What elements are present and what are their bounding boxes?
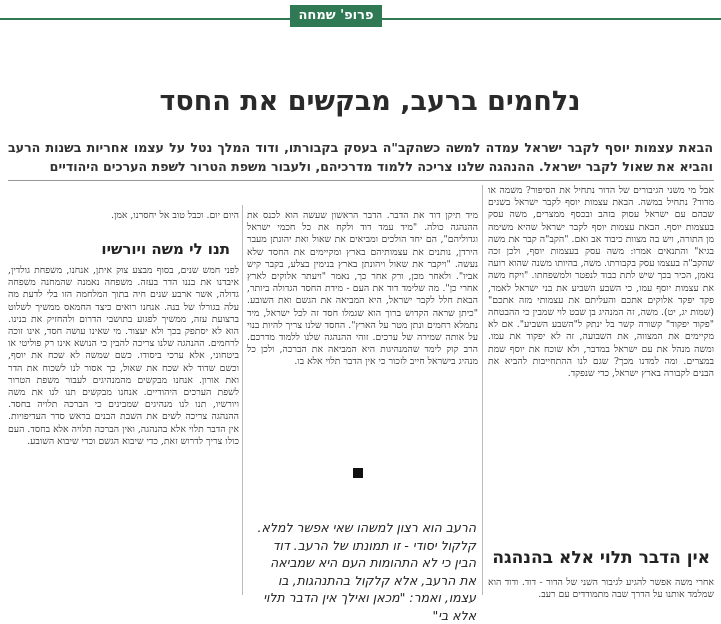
- section-title-moshe: תנו לי משה ויורשיו: [101, 240, 230, 258]
- left-column-top-text: היום יום. וכבל טוב אל יחסרנו, אמן.: [111, 210, 239, 221]
- section-bullet: [353, 468, 363, 478]
- column-rule: [242, 205, 243, 595]
- left-column: [8, 265, 239, 596]
- left-column-top: [8, 210, 239, 240]
- pull-quote: הרעב הוא רצון למשהו שאי אפשר למלא. קלקול יסודי - זו תמונתו של הרעב. דוד הבין כי לא התהומות העם היא שמביאה את הרעב, אלא קלקול בהתנהגות, בו עצמו, ואמר: "מכאן ואילך אין הדבר תלוי אלא בי": [257, 520, 476, 623]
- columns-divider: [8, 180, 714, 181]
- right-column: [488, 185, 714, 537]
- right-column-end: אחרי משה אפשר להגיע לגיבור השני של הדור - דוד. ודוד הוא שמלמד אותנו על הדרך שבה מתמודדים עם רעב.: [488, 577, 714, 600]
- right-column-text: אבל מי משני הגיבורים של הדור נתחיל את הסיפור? משמה או מדוד? נתחיל במשה. הבאת עצמות יוסף לקבר ישראל בשנים שבהם עם ישראל עסוק בזהב ובכסף ממצרים, משה עסק בעצמות יוסף. הבאת עצמות יוסף לקבר ישראל שהיא משימה מן התורה, ויש בה מצוות כיבוד אב ואם. "הקב"ה קבר את משה בגיא" והתנאים אמרו: משה עסק בעצמות יוסף, ולכן זכה שהקב"ה בעצמו עסק בקבורתו. משה, בהיותו משנה שהוא רועה נאמן, הכיר בכך שיש לתת כבוד לנפטר ולמשפחתו. "ויקח משה את עצמות יוסף עמו, כי השבע השביע את בני ישראל לאמר, פקד יפקד אלוקים אתכם והעליתם את עצמותי מזה אתכם" (שמות יג, יט). משה, זה המנהיג בן שבט לוי שמבין כי ההבטחה "פקוד יפקוד" קשורה קשר בל ינתק ל"השבע השביע". אם לא מקיימים את המצווה, את השבועה, זה לא יפקוד את עמו. ומשה מנהל את עם ישראל במדבר, ולא שוכח את יוסף שמת במצרים. ומה למדנו מכך? שגם לנו ההתחייבות להביא את הבנים לקבורה בארץ ישראל, כדי שנפקד.: [488, 185, 714, 380]
- left-column-text: לפני חמש שנים, בסוף מבצע צוק איתן, אנחנו, משפחת גולדין, איבדנו את בננו הדר בעזה. משפחה נאמנה שהמחנה משפחה גדולה, אשר ארבע שנים חיה בתוך המלחמה הזו בלי לדעת מה עלה בגורלו של בנה. אנחנו רואים כיצד החמאס ממשיך לשלוט ברצועת עזה, ממשיך לפגוע בתושבי הדרום ולהחזיק את בנינו. הוא לא יסתפק בכך ולא יעצור. מי שאינו עושה חסד, אינו זוכה לרחמים. ההנהגה שלנו צריכה להבין כי הנושא אינו רק פוליטי או ביטחוני, אלא ערכי ביסודו. כשם שמשה לא שכח את יוסף, וכשם שדוד לא שכח את שאול, כך אסור לנו לשכוח את הדר ואת אורון. אנחנו מבקשים מהמנהיגים לעבור משפת הטרור לשפת הערכים היהודיים. אנחנו מבקשים תנו לנו את משה ויורשיו, תנו לנו מנהיגים שמבינים כי הברכה תלויה בחסד. ההנהגה צריכה לשים את השבת הבנים בראש סדר העדיפויות. אין הדבר תלוי אלא בהנהגה, ואין הברכה תלויה אלא בחסד. העם כולו צריך לדרוש זאת, כדי שיבוא הגשם וכדי שיבוא השובע.: [8, 265, 239, 447]
- article-headline: נלחמים ברעב, מבקשים את החסד: [159, 86, 581, 117]
- middle-column: [247, 210, 478, 425]
- section-title-leadership: אין הדבר תלוי אלא בהנהגה: [492, 548, 710, 568]
- author-byline: פרופ' שמחה גולדין: [290, 5, 382, 27]
- middle-column-text: מיד תיקן דוד את הדבר. הדבר הראשון שעשה הוא לכנס את ההנהגה כולה. "מיד עמד דוד ולקח את כל חכמי ישראל וגדוליהם", הם יחד הולכים ומביאים את שאול ואת יהונתן מעבר הירדן, נותנים את עצמותיהם בארץ ומקיימים את החסד שלא נעשה. "ויקבר את שאול ויהונתן בארץ בנימין בצלע, בקבר קיש אביו". ולאחר מכן, ורק אחר כך, נאמר "ויעתר אלוקים לארץ אחרי כן". מה שלימד דוד את העם - מידת החסד הגדולה ביותר, הבאת חלל לקבר ישראל, היא המביאה את הגשם ואת השובע. "כיתן שראה הקדוש ברוך הוא שגמלו חסד זה לכל ישראל, מיד נתמלא רחמים ונתן מטר על הארץ". החסד שלנו צריך להיות בנוי על אותה שמירה של ערכים. זוהי ההנהגה שלנו ללמוד מדרכם. הרב קוק לימד שהמנהיגות היא המביאה את הברכה, ולכן כל מנהיג בישראל חייב לזכור כי אין הדבר תלוי אלא בו.: [247, 210, 478, 368]
- column-rule: [482, 185, 483, 595]
- article-subhead: הבאת עצמות יוסף לקבר ישראל עמדה למשה כשהקב"ה בעסק בקבורתו, ודוד המלך נטל על עצמו אחריות בשנות הרעב והביא את שאול לקבר ישראל. ההנהגה שלנו צריכה ללמוד מדרכיהם, ולעבור משפת הטרור לשפת הערכים היהודיים: [8, 140, 713, 174]
